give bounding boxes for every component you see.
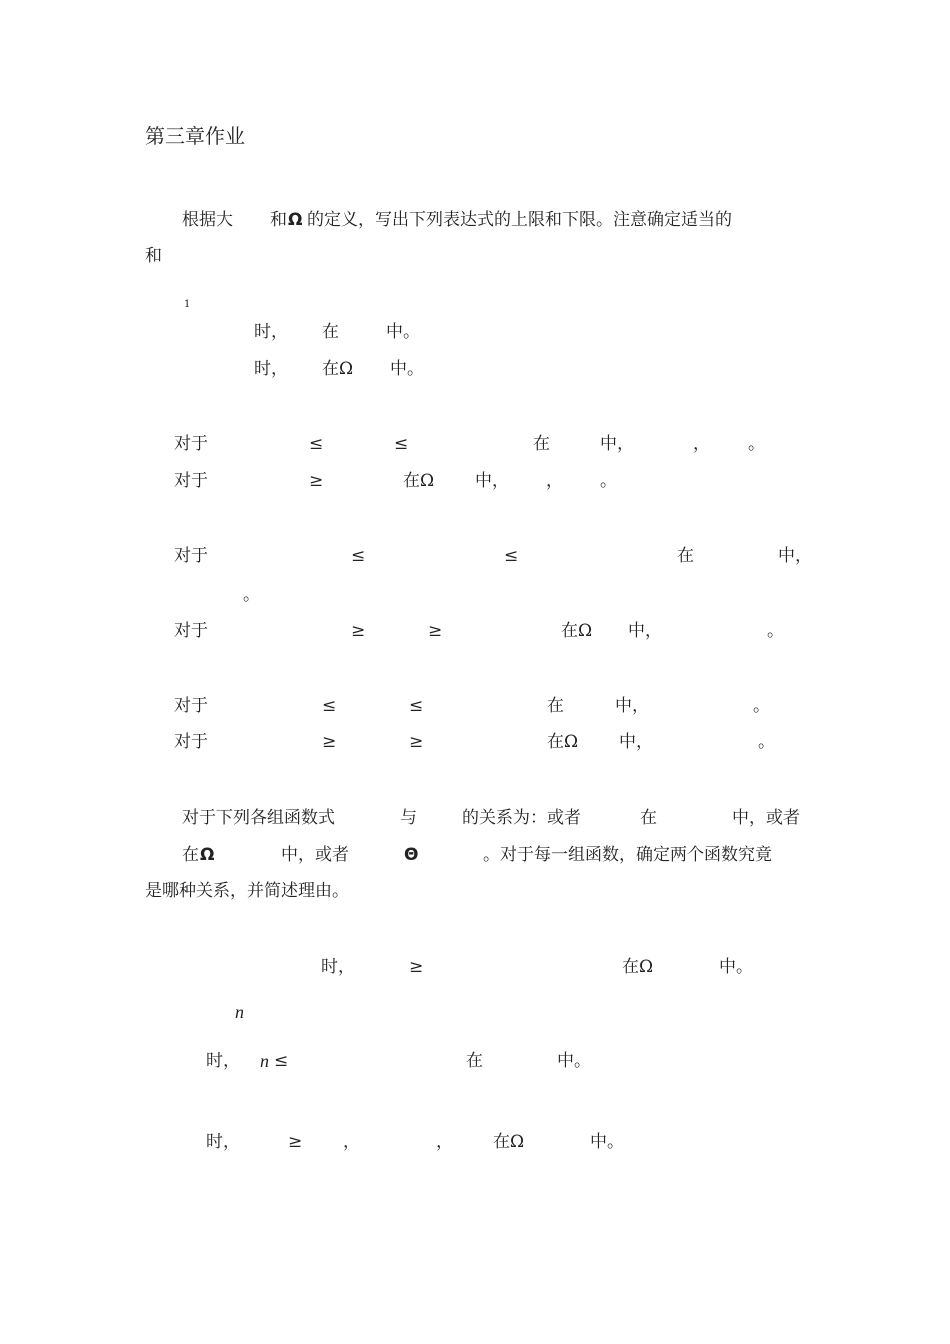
p2-l2-5: 。 <box>600 471 617 491</box>
q1-prompt-start: 根据大 <box>182 210 233 230</box>
q2-l2-b: 中，或者 <box>281 845 349 865</box>
p2-l2-2: 在Ω <box>403 471 435 491</box>
p2-l2-0: 对于 <box>174 471 208 491</box>
a3-1: ≥ <box>288 1132 303 1152</box>
p4-l1-4: 中， <box>615 696 649 716</box>
p2-l1-3: 在 <box>533 434 550 454</box>
p3-l2-5: 。 <box>767 621 784 641</box>
p3-l2-2: ≥ <box>428 621 443 641</box>
omega-symbol: Ω <box>200 845 215 865</box>
a2-n: n <box>260 1051 269 1071</box>
a3-2: ， <box>343 1132 360 1152</box>
n-variable: n <box>235 1002 244 1022</box>
p3-l2-3: 在Ω <box>561 621 593 641</box>
q2-l2-c: 。对于每一组函数，确定两个函数究竟 <box>483 845 772 865</box>
q2-l3: 是哪种关系，并简述理由。 <box>145 881 349 901</box>
p2-l1-2: ≤ <box>394 434 409 454</box>
q1-prompt-and: 和 <box>270 210 287 230</box>
q2-l2-a: 在 <box>182 845 199 865</box>
p4-l2-4: 中， <box>619 732 653 752</box>
q2-l1-4: 中，或者 <box>732 808 800 828</box>
p3-l1-3: 在 <box>677 546 694 566</box>
p2-l1-1: ≤ <box>309 434 324 454</box>
p4-l2-0: 对于 <box>174 732 208 752</box>
p1-l2-0: 时， <box>254 359 288 379</box>
p2-l1-0: 对于 <box>174 434 208 454</box>
p2-l2-1: ≥ <box>309 471 324 491</box>
p4-l2-3: 在Ω <box>547 732 579 752</box>
p3-l1-0: 对于 <box>174 546 208 566</box>
a2-rest-1: 中。 <box>557 1051 591 1071</box>
p3-l1-1: ≤ <box>351 546 366 566</box>
q2-l1-0: 对于下列各组函数式 <box>182 808 335 828</box>
p4-l2-5: 。 <box>758 732 775 752</box>
page-title: 第三章作业 <box>145 124 245 148</box>
p2-l2-3: 中， <box>475 471 509 491</box>
p1-l1-0: 时， <box>254 322 288 342</box>
q2-l1-1: 与 <box>400 808 417 828</box>
a1-2: 在Ω <box>622 957 654 977</box>
p4-l1-0: 对于 <box>174 696 208 716</box>
q2-l1-2: 的关系为：或者 <box>462 808 581 828</box>
p2-l1-5: ， <box>693 434 710 454</box>
a2-shi: 时， <box>206 1051 240 1071</box>
a3-5: 中。 <box>590 1132 624 1152</box>
p1-l2-1: 在Ω <box>322 359 354 379</box>
p1-l1-1: 在 <box>322 322 339 342</box>
p2-l1-6: 。 <box>748 434 765 454</box>
a2-rest-0: 在 <box>466 1051 483 1071</box>
q1-prompt-rest: 的定义，写出下列表达式的上限和下限。注意确定适当的 <box>307 210 732 230</box>
sub-marker: 1 <box>184 299 191 310</box>
p3-l2-1: ≥ <box>351 621 366 641</box>
a3-3: ， <box>436 1132 453 1152</box>
p4-l1-2: ≤ <box>409 696 424 716</box>
p3-l2-4: 中， <box>628 621 662 641</box>
a1-0: 时， <box>321 957 355 977</box>
p3-l1-2: ≤ <box>504 546 519 566</box>
p4-l2-1: ≥ <box>322 732 337 752</box>
p2-l2-4: ， <box>546 471 563 491</box>
p4-l1-5: 。 <box>753 696 770 716</box>
theta-symbol: Θ <box>404 845 419 865</box>
a3-0: 时， <box>206 1132 240 1152</box>
p4-l1-1: ≤ <box>322 696 337 716</box>
p2-l1-4: 中， <box>600 434 634 454</box>
q2-l1-3: 在 <box>640 808 657 828</box>
a2-le: ≤ <box>274 1051 289 1071</box>
p3-l1b: 。 <box>243 585 260 605</box>
omega-symbol: Ω <box>288 210 303 230</box>
p3-l2-0: 对于 <box>174 621 208 641</box>
q1-prompt-end: 和 <box>145 246 162 266</box>
a1-1: ≥ <box>409 957 424 977</box>
a1-3: 中。 <box>719 957 753 977</box>
a3-4: 在Ω <box>493 1132 525 1152</box>
p3-l1-4: 中， <box>778 546 812 566</box>
p1-l2-2: 中。 <box>390 359 424 379</box>
p4-l2-2: ≥ <box>409 732 424 752</box>
p4-l1-3: 在 <box>547 696 564 716</box>
p1-l1-2: 中。 <box>386 322 420 342</box>
